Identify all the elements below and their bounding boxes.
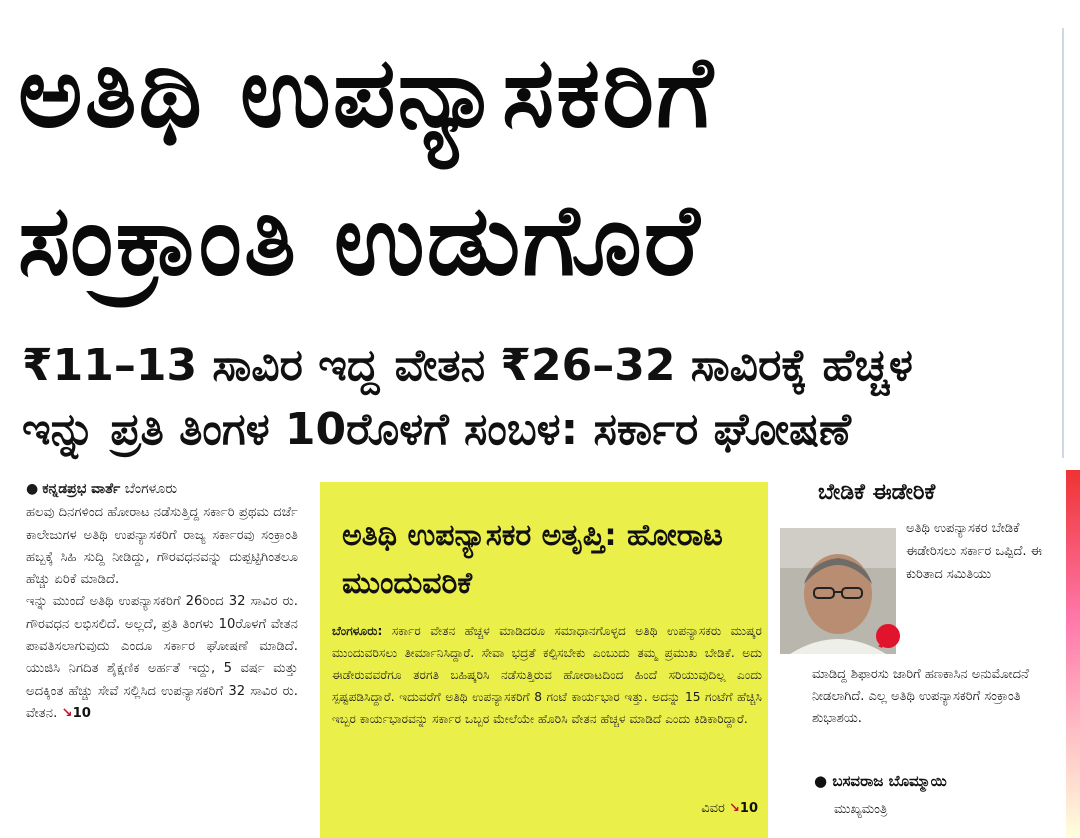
byline-place: ಬೆಂಗಳೂರು <box>124 481 178 497</box>
headline-line-1: ಅತಿಥಿ ಉಪನ್ಯಾಸಕರಿಗೆ <box>18 36 715 150</box>
right-edge-adjacent-page <box>1066 470 1080 838</box>
byline <box>26 478 298 500</box>
box-body-text: ಸರ್ಕಾರ ವೇತನ ಹೆಚ್ಚಳ ಮಾಡಿದರೂ ಸಮಾಧಾನಗೊಳ್ಳದ ಅತಿಥಿ ಉಪನ್ಯಾಸಕರು ಮುಷ್ಕರ ಮುಂದುವರಿಸಲು ತೀರ್ಮಾನಿಸಿದ್ದಾರೆ. ಸೇವಾ ಭದ್ರತೆ ಕಲ್ಪಿಸಬೇಕು ಎಂಬುದು ತಮ್ಮ ಪ್ರಮುಖ ಬೇಡಿಕೆ. ಅದು ಈಡೇರುವವರೆಗೂ ತರಗತಿ ಬಹಿಷ್ಕರಿಸಿ ನಡೆಸುತ್ತಿರುವ ಹೋರಾಟದಿಂದ ಹಿಂದೆ ಸರಿಯುವುದಿಲ್ಲ ಎಂದು ಸ್ಪಷ್ಟಪಡಿಸಿದ್ದಾರೆ. ಇದುವರೆಗೆ ಅತಿಥಿ ಉಪನ್ಯಾಸಕರಿಗೆ 8 ಗಂಟೆ ಕಾರ್ಯಭಾರ ಇತ್ತು. ಅದನ್ನು 15 ಗಂಟೆಗೆ ಹೆಚ್ಚಿಸಿ ಇಬ್ಬರ ಕಾರ್ಯಭಾರವನ್ನು ಸರ್ಕಾರ ಒಬ್ಬರ ಮೇಲೆಯೇ ಹೊರಿಸಿ ವೇತನ ಹೆಚ್ಚಳ ಮಾಡಿದೆ ಎಂದು ಕಿಡಿಕಾರಿದ್ದಾರೆ. <box>332 624 763 726</box>
article-paragraph-2 <box>26 591 298 725</box>
article-paragraph-2-text: ಇನ್ನು ಮುಂದೆ ಅತಿಥಿ ಉಪನ್ಯಾಸಕರಿಗೆ 26ರಿಂದ 32 ಸಾವಿರ ರು. ಗೌರವಧನ ಲಭಿಸಲಿದೆ. ಅಲ್ಲದೆ, ಪ್ರತಿ ತಿಂಗಳು 10ರೊಳಗೆ ವೇತನ ಪಾವತಿಸಲಾಗುವುದು ಎಂದೂ ಸರ್ಕಾರ ಘೋಷಣೆ ಮಾಡಿದೆ. ಯುಜಿಸಿ ನಿಗದಿತ ಶೈಕ್ಷಣಿಕ ಅರ್ಹತೆ ಇದ್ದು, 5 ವರ್ಷ ಮತ್ತು ಅದಕ್ಕಿಂತ ಹೆಚ್ಚು ಸೇವೆ ಸಲ್ಲಿಸಿದ ಉಪನ್ಯಾಸಕರಿಗೆ 32 ಸಾವಿರ ರು. ವೇತನ. <box>26 594 298 721</box>
signature-name: ಬಸವರಾಜ ಬೊಮ್ಮಾಯಿ <box>832 772 947 790</box>
continued-page-number: 10 <box>72 705 91 721</box>
bullet-dot: ● <box>26 481 39 497</box>
bullet-dot: ● <box>814 772 833 790</box>
box-jump-page: 10 <box>739 801 758 816</box>
quote-title: ಬೇಡಿಕೆ ಈಡೇರಿಕೆ <box>818 480 936 505</box>
article-paragraph-1: ಹಲವು ದಿನಗಳಿಂದ ಹೋರಾಟ ನಡೆಸುತ್ತಿದ್ದ ಸರ್ಕಾರಿ ಪ್ರಥಮ ದರ್ಜೆ ಕಾಲೇಜುಗಳ ಅತಿಥಿ ಉಪನ್ಯಾಸಕರಿಗೆ ರಾಜ್ಯ ಸರ್ಕಾರವು ಸಂಕ್ರಾಂತಿ ಹಬ್ಬಕ್ಕೆ ಸಿಹಿ ಸುದ್ದಿ ನೀಡಿದ್ದು, ಗೌರವಧನವನ್ನು ದುಪ್ಪಟ್ಟಿಗಿಂತಲೂ ಹೆಚ್ಚು ಏರಿಕೆ ಮಾಡಿದೆ. <box>26 505 298 588</box>
quote-bubble-icon <box>874 622 902 650</box>
byline-source: ಕನ್ನಡಪ್ರಭ ವಾರ್ತೆ <box>42 481 121 497</box>
quote-signature <box>814 772 947 790</box>
box-body <box>332 620 762 730</box>
continued-arrow-icon: ↘ <box>729 801 740 816</box>
headline-line-2: ಸಂಕ್ರಾಂತಿ ಉಡುಗೊರೆ <box>18 184 702 298</box>
sidebar-box <box>320 482 768 838</box>
box-dateline: ಬೆಂಗಳೂರು: <box>332 624 383 638</box>
main-article <box>26 478 298 725</box>
subheadline-2: ಇನ್ನು ಪ್ರತಿ ತಿಂಗಳ 10ರೊಳಗೆ ಸಂಬಳ: ಸರ್ಕಾರ ಘೋಷಣೆ <box>22 404 852 455</box>
quote-text-1: ಅತಿಥಿ ಉಪನ್ಯಾಸಕರ ಬೇಡಿಕೆ ಈಡೇರಿಸಲು ಸರ್ಕಾರ ಒಪ್ಪಿದೆ. ಈ ಕುರಿತಾದ ಸಮಿತಿಯು <box>906 521 1042 582</box>
box-title: ಅತಿಥಿ ಉಪನ್ಯಾಸಕರ ಅತೃಪ್ತಿ: ಹೋರಾಟ ಮುಂದುವರಿಕೆ <box>342 518 723 601</box>
signature-role: ಮುಖ್ಯಮಂತ್ರಿ <box>834 802 888 817</box>
right-edge-divider <box>1062 28 1064 458</box>
subheadline-1: ₹11–13 ಸಾವಿರ ಇದ್ದ ವೇತನ ₹26–32 ಸಾವಿರಕ್ಕೆ ಹೆಚ್ಚಳ <box>22 340 913 391</box>
continued-arrow-icon: ↘ <box>61 705 73 721</box>
box-jump-label: ವಿವರ <box>701 801 725 816</box>
box-continued <box>701 801 758 816</box>
quote-text-2: ಮಾಡಿದ್ದ ಶಿಫಾರಸು ಜಾರಿಗೆ ಹಣಕಾಸಿನ ಅನುಮೋದನೆ ನೀಡಲಾಗಿದೆ. ಎಲ್ಲ ಅತಿಥಿ ಉಪನ್ಯಾಸಕರಿಗೆ ಸಂಕ್ರಾಂತಿ ಶುಭಾಶಯ. <box>812 667 1029 726</box>
